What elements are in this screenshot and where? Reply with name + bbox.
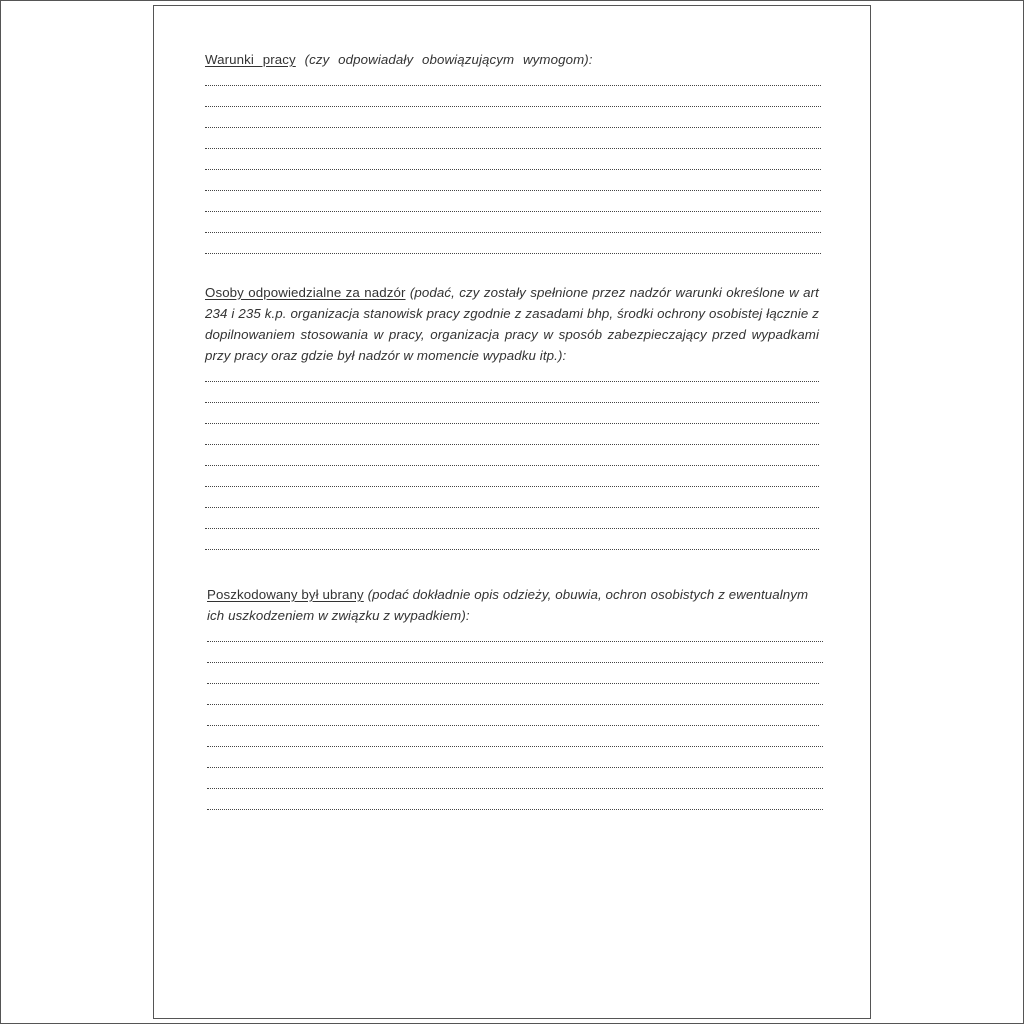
dotted-answer-line[interactable] bbox=[205, 133, 821, 154]
dotted-answer-line[interactable] bbox=[207, 731, 823, 752]
dotted-answer-line[interactable] bbox=[207, 773, 823, 794]
section-heading: Poszkodowany był ubrany bbox=[207, 587, 364, 602]
dotted-answer-line[interactable] bbox=[205, 513, 819, 534]
section-intro bbox=[205, 282, 819, 366]
dotted-answer-line[interactable] bbox=[207, 626, 823, 647]
dotted-answer-line[interactable] bbox=[205, 112, 821, 133]
section-intro bbox=[207, 584, 823, 626]
answer-lines[interactable] bbox=[205, 70, 821, 259]
dotted-answer-line[interactable] bbox=[205, 366, 819, 387]
dotted-answer-line[interactable] bbox=[207, 689, 823, 710]
section-intro bbox=[205, 49, 821, 70]
section-hint: (podać dokładnie opis odzieży, obuwia, ochron osobistych z ewentualnym ich uszkodzeniem w związku z wypadkiem): bbox=[207, 587, 809, 623]
dotted-answer-line[interactable] bbox=[205, 471, 819, 492]
dotted-answer-line[interactable] bbox=[205, 534, 819, 555]
dotted-answer-line[interactable] bbox=[207, 752, 823, 773]
dotted-answer-line[interactable] bbox=[207, 668, 823, 689]
dotted-answer-line[interactable] bbox=[205, 217, 821, 238]
section-heading: Warunki pracy bbox=[205, 52, 296, 67]
dotted-answer-line[interactable] bbox=[205, 408, 819, 429]
section-hint: (podać, czy zostały spełnione przez nadzór warunki określone w art 234 i 235 k.p. organizacja stanowisk pracy zgodnie z zasadami bhp, środki ochrony osobistej łącznie z dopilnowaniem stosowania w pracy, organizacja pracy w sposób zabezpieczający przed wypadkami przy pracy oraz gdzie był nadzór w momencie wypadku itp.): bbox=[205, 285, 819, 363]
dotted-answer-line[interactable] bbox=[205, 387, 819, 408]
dotted-answer-line[interactable] bbox=[207, 794, 823, 815]
form-page bbox=[153, 5, 871, 1019]
dotted-answer-line[interactable] bbox=[205, 175, 821, 196]
dotted-answer-line[interactable] bbox=[205, 238, 821, 259]
answer-lines[interactable] bbox=[205, 366, 819, 555]
section-heading: Osoby odpowiedzialne za nadzór bbox=[205, 285, 406, 300]
dotted-answer-line[interactable] bbox=[205, 70, 821, 91]
dotted-answer-line[interactable] bbox=[205, 492, 819, 513]
dotted-answer-line[interactable] bbox=[205, 91, 821, 112]
dotted-answer-line[interactable] bbox=[205, 196, 821, 217]
answer-lines[interactable] bbox=[207, 626, 823, 815]
dotted-answer-line[interactable] bbox=[207, 647, 823, 668]
section-supervisors bbox=[205, 282, 819, 555]
section-clothing bbox=[207, 584, 823, 815]
dotted-answer-line[interactable] bbox=[207, 710, 823, 731]
section-hint: (czy odpowiadały obowiązującym wymogom): bbox=[304, 52, 593, 67]
dotted-answer-line[interactable] bbox=[205, 154, 821, 175]
section-work-conditions bbox=[205, 49, 821, 259]
dotted-answer-line[interactable] bbox=[205, 429, 819, 450]
dotted-answer-line[interactable] bbox=[205, 450, 819, 471]
